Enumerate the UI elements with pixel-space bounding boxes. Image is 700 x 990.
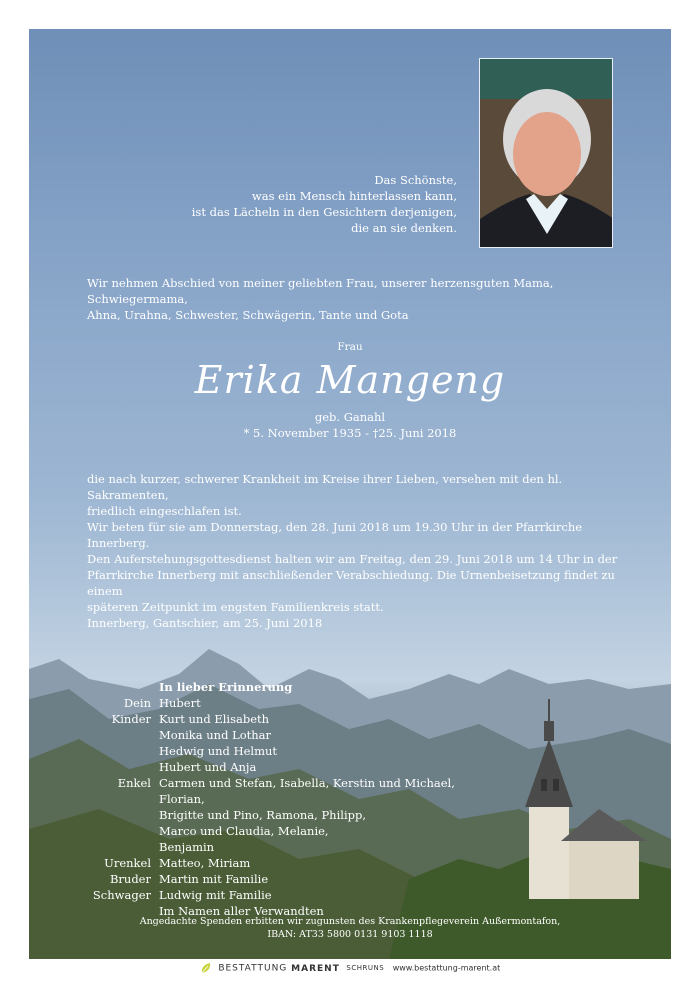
relative-names: Carmen und Stefan, Isabella, Kerstin und Michael, Florian,: [159, 776, 455, 806]
relative-names: Monika und Lothar: [159, 728, 272, 742]
donation-line: Angedachte Spenden erbitten wir zugunsten des Krankenpflegeverein Außermontafon,: [139, 916, 561, 927]
salutation: Frau: [337, 341, 363, 353]
relative-row: [69, 711, 489, 727]
relative-row: [69, 743, 489, 759]
relative-names: Ludwig mit Familie: [159, 888, 272, 902]
leaf-logo-icon: [200, 962, 212, 974]
relative-row: [69, 775, 489, 807]
relation-label: Urenkel: [104, 856, 151, 870]
paragraph-line: Den Auferstehungsgottesdienst halten wir am Freitag, den 29. Juni 2018 um 14 Uhr in der: [87, 552, 618, 566]
deceased-name: Erika Mangeng: [194, 358, 506, 402]
quote-line: was ein Mensch hinterlassen kann,: [251, 189, 457, 203]
relative-row: [69, 887, 489, 903]
obituary-card: [29, 29, 671, 959]
relation-label: [69, 839, 159, 855]
relative-row: [69, 727, 489, 743]
relative-names: Benjamin: [159, 840, 215, 854]
paragraph-passing: [87, 471, 647, 519]
quote-line: ist das Lächeln in den Gesichtern derjenigen,: [191, 205, 457, 219]
donation-note: [29, 915, 671, 941]
birth-name: geb. Ganahl: [314, 410, 386, 424]
relation-label: Schwager: [92, 888, 151, 902]
relative-row: [69, 855, 489, 871]
relatives-heading-row: [69, 679, 489, 695]
paragraph-line: Pfarrkirche Innerberg mit anschließender Verabschiedung. Die Urnenbeisetzung findet zu einem: [87, 568, 615, 598]
relative-row: [69, 695, 489, 711]
quote-line: Das Schönste,: [374, 173, 457, 187]
relative-row: [69, 839, 489, 855]
life-dates: * 5. November 1935 - †25. Juni 2018: [243, 426, 457, 440]
relation-label: [69, 727, 159, 743]
paragraph-prayer: Wir beten für sie am Donnerstag, den 28. Juni 2018 um 19.30 Uhr in der Pfarrkirche Innerberg.: [87, 520, 583, 550]
donation-line: IBAN: AT33 5800 0131 9103 1118: [267, 929, 433, 940]
relative-names: Hubert: [159, 696, 201, 710]
funeral-home-brand: BESTATTUNG MARENT: [218, 963, 340, 974]
intro-line: Wir nehmen Abschied von meiner geliebten Frau, unserer herzensguten Mama, Schwiegermama,: [87, 276, 554, 306]
relative-row: [69, 871, 489, 887]
relative-names: Im Namen aller Verwandten: [159, 904, 324, 918]
portrait-photo: [479, 58, 613, 248]
relation-label: [69, 759, 159, 775]
relatives-heading: In lieber Erinnerung: [159, 680, 293, 694]
intro-line: Ahna, Urahna, Schwester, Schwägerin, Tante und Gota: [87, 308, 409, 322]
relative-row: [69, 807, 489, 823]
farewell-intro: [87, 275, 647, 323]
paragraph-line: die nach kurzer, schwerer Krankheit im Kreise ihrer Lieben, versehen mit den hl. Sakramenten,: [87, 472, 563, 502]
relative-names: Matteo, Miriam: [159, 856, 251, 870]
relation-label: Dein: [123, 696, 151, 710]
relative-row: [69, 823, 489, 839]
relation-label: Bruder: [109, 872, 151, 886]
paragraph-line: friedlich eingeschlafen ist.: [87, 504, 242, 518]
paragraph-service: [87, 551, 647, 615]
relation-label: Kinder: [111, 712, 151, 726]
funeral-home-town: SCHRUNS: [346, 964, 385, 973]
memorial-quote: [129, 172, 457, 236]
relative-names: Martin mit Familie: [159, 872, 269, 886]
relation-label: [69, 807, 159, 823]
funeral-home-website[interactable]: www.bestattung-marent.at: [392, 963, 501, 973]
relative-names: Kurt und Elisabeth: [159, 712, 270, 726]
funeral-home-footer: [0, 962, 700, 982]
relation-label: [69, 823, 159, 839]
relative-names: Brigitte und Pino, Ramona, Philipp,: [159, 808, 366, 822]
relation-label: [69, 743, 159, 759]
place-date: Innerberg, Gantschier, am 25. Juni 2018: [87, 616, 323, 630]
relative-names: Marco und Claudia, Melanie,: [159, 824, 329, 838]
relatives-list: [69, 679, 489, 919]
paragraph-line: späteren Zeitpunkt im engsten Familienkreis statt.: [87, 600, 384, 614]
relation-label: Enkel: [117, 776, 151, 790]
quote-line: die an sie denken.: [351, 221, 457, 235]
relative-names: Hubert und Anja: [159, 760, 257, 774]
relative-row: [69, 759, 489, 775]
relative-names: Hedwig und Helmut: [159, 744, 278, 758]
